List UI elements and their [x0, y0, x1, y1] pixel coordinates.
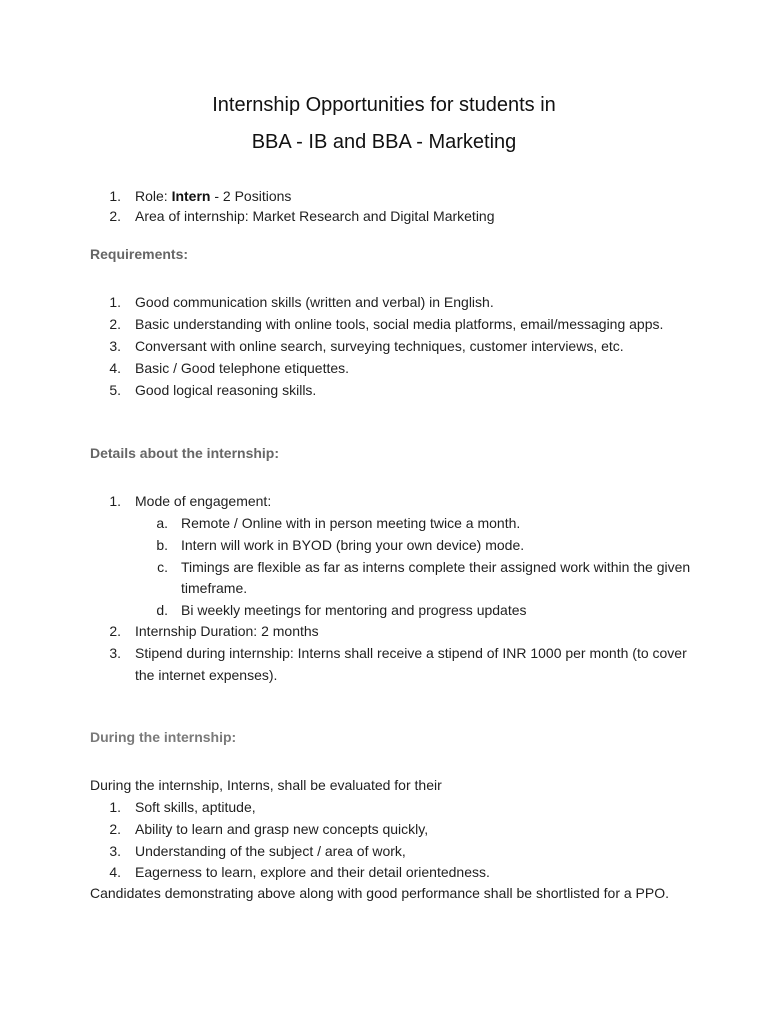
list-item: Stipend during internship: Interns shall receive a stipend of INR 1000 per month (to cover — [135, 645, 687, 661]
list-item: Good communication skills (written and verbal) in English. — [135, 294, 494, 310]
sublist-item: Remote / Online with in person meeting twice a month. — [181, 515, 521, 531]
closing-text: Candidates demonstrating above along with good performance shall be shortlisted for a PPO. — [90, 885, 670, 901]
sublist-item: Bi weekly meetings for mentoring and progress updates — [181, 602, 527, 618]
role-line — [135, 187, 291, 205]
list-item: Basic / Good telephone etiquettes. — [135, 360, 350, 376]
list-item: Ability to learn and grasp new concepts quickly, — [135, 821, 429, 837]
list-item: Internship Duration: 2 months — [135, 623, 319, 639]
list-number: 2. — [109, 821, 121, 837]
sublist-letter: d. — [156, 602, 168, 618]
role-suffix: - 2 Positions — [210, 188, 292, 204]
area-line: Area of internship: Market Research and Digital Marketing — [135, 208, 495, 224]
list-item: Basic understanding with online tools, social media platforms, email/messaging apps. — [135, 316, 664, 332]
requirements-heading: Requirements: — [90, 246, 189, 262]
during-heading: During the internship: — [90, 729, 237, 745]
during-intro: During the internship, Interns, shall be evaluated for their — [90, 777, 442, 793]
list-number: 2. — [109, 316, 121, 332]
list-number: 3. — [109, 843, 121, 859]
list-item-continued: the internet expenses). — [135, 667, 278, 683]
sublist-letter: c. — [157, 559, 168, 575]
list-item: Good logical reasoning skills. — [135, 382, 317, 398]
list-number: 1. — [109, 799, 121, 815]
list-number: 2. — [109, 623, 121, 639]
sublist-letter: b. — [156, 537, 168, 553]
list-item: Mode of engagement: — [135, 493, 272, 509]
sublist-item-continued: timeframe. — [181, 580, 248, 596]
list-number: 3. — [109, 338, 121, 354]
list-number: 4. — [109, 864, 121, 880]
list-number: 2. — [109, 208, 121, 224]
role-bold: Intern — [171, 188, 211, 204]
doc-title-line2: BBA - IB and BBA - Marketing — [251, 131, 517, 153]
list-number: 3. — [109, 645, 121, 661]
doc-title-line1: Internship Opportunities for students in — [212, 94, 556, 116]
list-number: 1. — [109, 294, 121, 310]
list-number: 4. — [109, 360, 121, 376]
list-item: Understanding of the subject / area of work, — [135, 843, 406, 859]
sublist-item: Timings are flexible as far as interns complete their assigned work within the given — [181, 559, 691, 575]
list-item: Eagerness to learn, explore and their detail orientedness. — [135, 864, 490, 880]
list-item: Conversant with online search, surveying techniques, customer interviews, etc. — [135, 338, 624, 354]
list-item: Soft skills, aptitude, — [135, 799, 256, 815]
sublist-item: Intern will work in BYOD (bring your own device) mode. — [181, 537, 525, 553]
list-number: 1. — [109, 188, 121, 204]
sublist-letter: a. — [156, 515, 168, 531]
list-number: 5. — [109, 382, 121, 398]
details-heading: Details about the internship: — [90, 445, 280, 461]
role-prefix: Role: — [135, 188, 172, 204]
list-number: 1. — [109, 493, 121, 509]
